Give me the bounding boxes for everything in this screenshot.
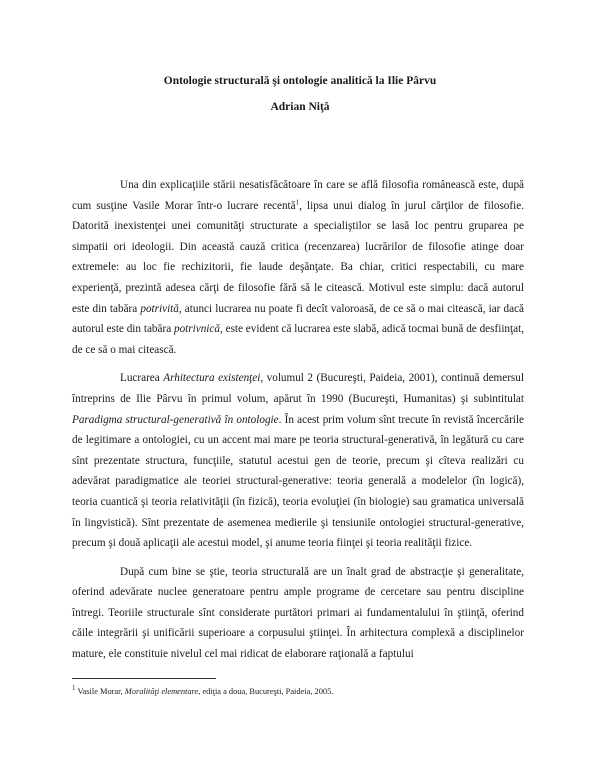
paragraph-1: [72, 175, 524, 360]
footnote: [72, 686, 524, 698]
document-author: Adrian Niţă: [270, 101, 330, 113]
paragraph-2-text-e: . În acest prim volum sînt trecute în revistă încercările de legitimare a ontologiei, cu un accent mai mare pe teoria structural-generativă, în legătură cu care sînt prezentate structura, funcţiile, statutul acestui gen de teorie, precum şi cîteva realizări cu adevărat paradigmatice ale teoriei structural-generative: teoria generală a modelelor (în logică), teoria cuantică şi teoria relativităţii (în fizică), teoria evoluţiei (în biologie) sau gramatica universală în lingvistică). Sînt prezentate de asemenea medierile şi tensiunile ontologiei structural-generative, precum şi două aplicaţii ale acestui model, şi anume teoria fiinţei şi teoria realităţii fizice.: [72, 413, 524, 550]
paragraph-1-text-d: , atunci lucrarea nu poate fi decît valoroasă, de ce să o mai citească, iar dacă autorul este din tabăra: [72, 302, 524, 336]
paragraph-1-text-f: , este evident că lucrarea este slabă, adică tocmai bună de desfiinţat, de ce să o mai citească.: [72, 323, 524, 356]
paragraph-3: După cum bine se ştie, teoria structurală are un înalt grad de abstracţie şi generalitate, oferind adevărate nuclee generatoare pentru ample programe de cercetare sau pentru discipline întregi. Teoriile structurale sînt considerate purtători primari ai fundamentalului în ştiinţă, oferind căile integrării şi unificării superioare a corpusului ştiinţei. În arhitectura complexă a disciplinelor mature, ele constituie nivelul cel mai ridicat de elaborare raţională a faptului: [72, 565, 524, 661]
footnote-text-c: , ediţia a doua, Bucureşti, Paideia, 2005.: [198, 687, 334, 696]
paragraph-2-text-c: , volumul 2 (Bucureşti, Paideia, 2001), continuă demersul întreprins de Ilie Pârvu în primul volum, apărut în 1990 (Bucureşti, Humanitas) şi subintitulat: [72, 372, 524, 405]
paragraph-1-text-a: Una din explicaţiile stării nesatisfăcătoare în care se află filosofia românească este, după cum susţine Vasile Morar într-o lucrare recentă: [72, 179, 524, 212]
paragraph-1-text-b: , lipsa unui dialog în jurul cărţilor de filosofie. Datorită inexistenţei unei comunităţi structurate a specialiştilor se lasă loc pentru gruparea pe simpatii ori ideologii. Din această cauză critica (recenzarea) lucrărilor de filosofie atinge doar extremele: au loc fie rechizitorii, fie laude deşănţate. Ba chiar, critici respectabili, cu mare experienţă, prezintă adesea cărţi de filosofie fără să le citească. Motivul este simplu: dacă autorul este din tabăra: [72, 199, 524, 315]
paragraph-2-text-a: Lucrarea: [120, 372, 164, 385]
paragraph-2: [72, 368, 524, 553]
paragraph-1-emphasis-2: potrivnică: [173, 323, 220, 336]
document-body: [72, 175, 524, 673]
footnote-separator: [72, 678, 216, 679]
paragraph-2-book-title: Arhitectura existenţei: [163, 372, 261, 385]
paragraph-1-emphasis-1: potrivită: [140, 302, 179, 315]
document-title: Ontologie structurală şi ontologie analitică la Ilie Pârvu: [163, 75, 437, 87]
footnote-text-a: Vasile Morar,: [75, 687, 125, 696]
footnote-book-title: Moralităţi elementare: [124, 687, 199, 696]
paragraph-2-subtitle: Paradigma structural-generativă în ontologie: [72, 413, 279, 426]
footnote-reference[interactable]: 1: [295, 197, 300, 206]
footnote-number: 1: [72, 684, 76, 693]
